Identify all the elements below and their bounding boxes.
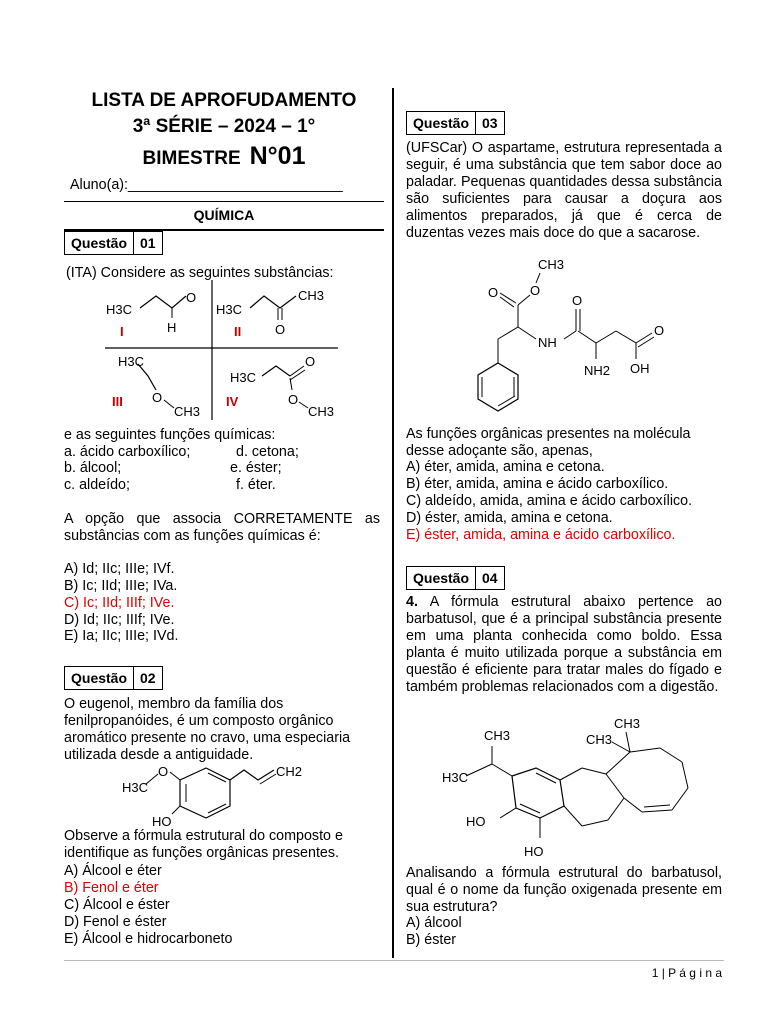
- header-bimestre: BIMESTRE: [142, 148, 241, 169]
- q1-question: A opção que associa CORRETAMENTE as substâncias com as funções químicas é:: [64, 511, 380, 544]
- chem-label: O: [275, 322, 286, 337]
- aspartame-structure: [460, 255, 700, 425]
- question-number: 02: [140, 670, 156, 686]
- q3-option-e: E) éster, amida, amina e ácido carboxílico.: [406, 527, 676, 543]
- q3-option-a: A) éter, amida, amina e cetona.: [406, 459, 605, 475]
- q3-question: As funções orgânicas presentes na molécula desse adoçante são, apenas,: [406, 426, 691, 459]
- q4-question: Analisando a fórmula estrutural do barbatusol, qual é o nome da função oxigenada presente em sua estrutura?: [406, 865, 722, 915]
- subject-title: QUÍMICA: [193, 207, 255, 223]
- q2-question: Observe a fórmula estrutural do composto e identifique as funções orgânicas presentes.: [64, 828, 343, 861]
- q1-option-b: B) Ic; IId; IIIe; IVa.: [64, 578, 178, 594]
- function-b: b. álcool;: [64, 460, 122, 476]
- eugenol-structure: [118, 760, 338, 830]
- footer-divider: [64, 960, 724, 961]
- q2-option-a: A) Álcool e éter: [64, 863, 162, 879]
- chem-label: HO: [524, 844, 544, 859]
- question-number: 04: [482, 570, 498, 586]
- q3-option-b: B) éter, amida, amina e ácido carboxílico.: [406, 476, 669, 492]
- chem-label: O: [288, 392, 299, 407]
- page-number: 1 | P á g i n a: [651, 966, 722, 980]
- q4-option-a: A) álcool: [406, 915, 462, 931]
- header-number: N°01: [249, 142, 306, 170]
- question-label: Questão: [65, 667, 134, 689]
- chem-label: CH3: [308, 404, 335, 419]
- q4-intro-text: A fórmula estrutural abaixo pertence ao barbatusol, que é a principal substância presente em uma planta conhecida como boldo. Essa planta é muito utilizada porque a substância em questão é eficiente para tratar males do fígado e também problemas relacionados com a digestão.: [406, 594, 723, 695]
- chem-label: O: [530, 283, 541, 298]
- chem-label: O: [186, 290, 197, 305]
- q2-option-d: D) Fenol e éster: [64, 914, 167, 930]
- chem-label: O: [654, 323, 665, 338]
- header-line1: LISTA DE APROFUDAMENTO: [91, 90, 357, 111]
- q3-option-d: D) éster, amida, amina e cetona.: [406, 510, 613, 526]
- chem-label: H3C: [216, 302, 243, 317]
- chem-label: CH3: [614, 716, 641, 731]
- chem-label: O: [488, 285, 499, 300]
- q1-intro: (ITA) Considere as seguintes substâncias:: [66, 265, 334, 281]
- chem-label: CH3: [298, 288, 325, 303]
- chem-label: NH2: [584, 363, 611, 378]
- chem-label: HO: [152, 814, 172, 829]
- roman-iv: IV: [226, 394, 239, 409]
- chem-label: CH2: [276, 764, 303, 779]
- chem-label: O: [152, 390, 163, 405]
- header-line3: [64, 142, 384, 171]
- roman-iii: III: [112, 394, 123, 409]
- chem-label: O: [305, 354, 316, 369]
- chem-label: O: [572, 293, 583, 308]
- column-divider: [392, 88, 394, 958]
- barbatusol-structure: [436, 712, 706, 867]
- chem-label: OH: [630, 361, 650, 376]
- header-divider: [64, 201, 384, 202]
- chem-label: CH3: [538, 257, 565, 272]
- q1-option-c: C) Ic; IId; IIIf; IVe.: [64, 595, 175, 611]
- chem-label: H3C: [442, 770, 469, 785]
- q2-option-c: C) Álcool e éster: [64, 897, 170, 913]
- question-04-badge: [406, 566, 505, 590]
- q4-intro: [406, 594, 722, 696]
- question-label: Questão: [407, 567, 476, 589]
- function-d: d. cetona;: [236, 444, 299, 460]
- header-line2: 3ª SÉRIE – 2024 – 1°: [132, 116, 316, 137]
- chem-label: H3C: [230, 370, 257, 385]
- q1-option-a: A) Id; IIc; IIIe; IVf.: [64, 561, 175, 577]
- question-number: 03: [482, 115, 498, 131]
- roman-ii: II: [234, 324, 242, 339]
- chem-label: HO: [466, 814, 486, 829]
- q4-option-b: B) éster: [406, 932, 457, 948]
- q2-option-b: B) Fenol e éter: [64, 880, 159, 896]
- chem-label: H3C: [122, 780, 149, 795]
- q1-structures-figure: [100, 280, 345, 430]
- chem-label: NH: [538, 335, 557, 350]
- roman-i: I: [120, 324, 124, 339]
- function-a: a. ácido carboxílico;: [64, 444, 191, 460]
- q2-option-e: E) Álcool e hidrocarboneto: [64, 931, 233, 947]
- q1-functions-intro: e as seguintes funções químicas:: [64, 427, 276, 443]
- question-01-badge: [64, 231, 163, 255]
- chem-label: CH3: [174, 404, 201, 419]
- chem-label: CH3: [484, 728, 511, 743]
- chem-label: H: [167, 320, 177, 335]
- student-name-field: Aluno(a):___________________________: [70, 177, 343, 193]
- chem-label: H3C: [106, 302, 133, 317]
- question-02-badge: [64, 666, 163, 690]
- function-f: f. éter.: [236, 477, 276, 493]
- q1-option-e: E) Ia; IIc; IIIe; IVd.: [64, 628, 179, 644]
- function-c: c. aldeído;: [64, 477, 130, 493]
- q1-option-d: D) Id; IIc; IIIf; IVe.: [64, 612, 175, 628]
- question-number: 01: [140, 235, 156, 251]
- question-label: Questão: [65, 232, 134, 254]
- question-label: Questão: [407, 112, 476, 134]
- question-03-badge: [406, 111, 505, 135]
- chem-label: CH3: [586, 732, 613, 747]
- q3-option-c: C) aldeído, amida, amina e ácido carboxílico.: [406, 493, 693, 509]
- chem-label: O: [158, 764, 169, 779]
- q4-number-prefix: 4.: [406, 594, 418, 610]
- chem-label: H3C: [118, 354, 145, 369]
- q2-intro: O eugenol, membro da família dos fenilpropanóides, é um composto orgânico aromático presente no cravo, uma especiaria utilizada desde a antiguidade.: [64, 696, 351, 763]
- q3-intro: (UFSCar) O aspartame, estrutura representada a seguir, é uma substância que tem sabor doce ao paladar. Pequenas quantidades dessa substância são suficientes para causar a doçura aos alimentos preparados, já que é cerca de duzentas vezes mais doce do que a sacarose.: [406, 140, 722, 241]
- function-e: e. éster;: [230, 460, 282, 476]
